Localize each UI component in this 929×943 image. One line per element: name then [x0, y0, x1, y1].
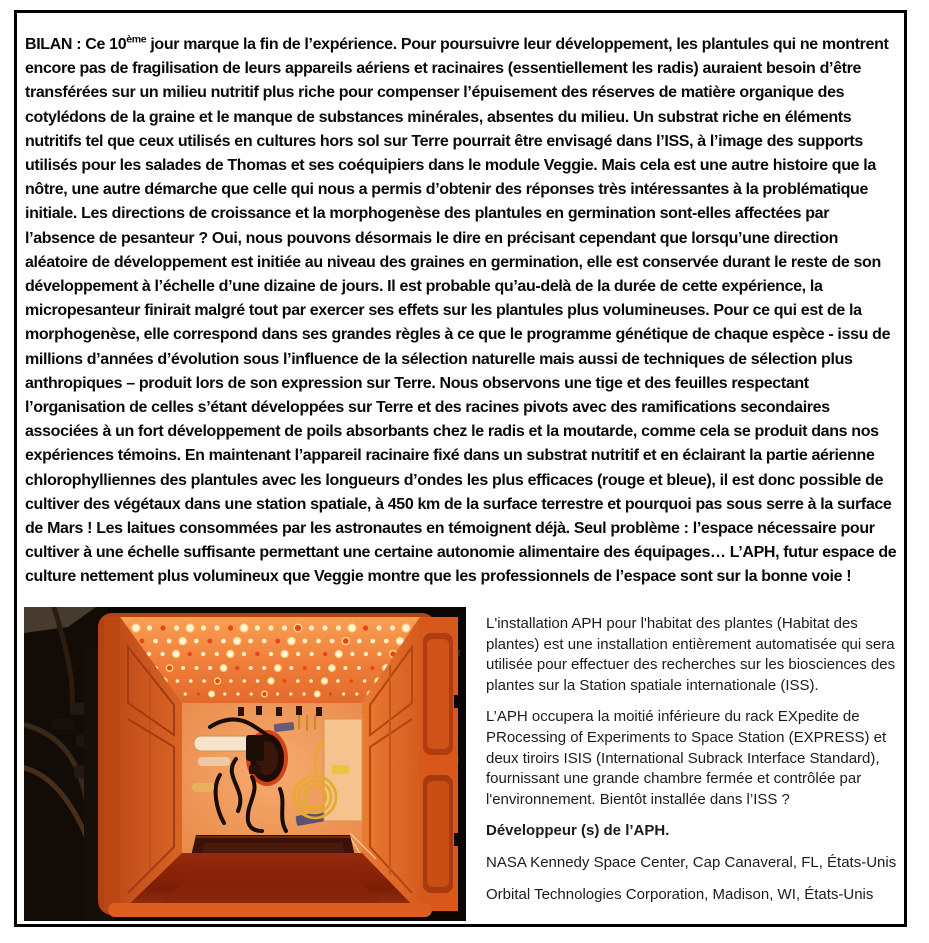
developers-heading: Développeur (s) de l’APH.	[486, 822, 670, 840]
developer-line: NASA Kennedy Space Center, Cap Canaveral, FL, États-Unis	[486, 853, 897, 871]
intro-superscript: ème	[126, 33, 147, 46]
developer-line: Orbital Technologies Corporation, Madison, WI, États-Unis	[486, 885, 874, 903]
intro-text-body: jour marque la fin de l’expérience. Pour poursuivre leur développement, les plantules qui ne montrent encore pas de fragilisation de leurs appareils aériens et racinaires (essentiellement les radis) auraient besoin d’être transférées sur un milieu nutritif plus riche pour compenser l’épuisement des réserves de matière organique des cotylédons de la graine et le manque de substances minérales, absentes du milieu. Un substrat riche en éléments nutritifs tel que ceux utilisés en cultures hors sol sur Terre pourrait être envisagé dans l’ISS, à l’image des supports utilisés pour les salades de Thomas et ses coéquipiers dans le module Veggie. Mais cela est une autre histoire que la nôtre, une autre démarche que celle qui nous a permis d’obtenir des réponses très intéressantes à la problématique initiale. Les directions de croissance et la morphogenèse des plantules en germination sont-elles affectées par l’absence de pesanteur ? Oui, nous pouvons désormais le dire en précisant cependant que lorsqu’une direction aléatoire de développement est initiée au niveau des graines en germination, elle est conservée durant le reste de son développement à l’échelle d’une dizaine de jours. Il est probable qu’au-delà de la durée de cette expérience, la micropesanteur finirait malgré tout par exercer ses effets sur les plantules plus volumineuses. Pour ce qui est de la morphogenèse, elle correspond dans ses grandes règles à ce que le programme génétique de chaque espèce - issu de millions d’années d’évolution sous l’influence de la sélection naturelle mais aussi de techniques de sélection plus anthropiques – produit lors de son expression sur Terre. Nous observons une tige et des feuilles respectant l’organisation de celles s’étant développées sur Terre et des racines pivots avec des ramifications secondaires associées à un fort développement de poils absorbants chez le radis et la moutarde, comme cela se produit dans nos expériences témoins. En maintenant l’appareil racinaire fixé dans un substrat nutritif et en éclairant la partie aérienne chlorophylliennes des plantules avec les longueurs d’ondes les plus efficaces (rouge et bleue), il est donc possible de cultiver des végétaux dans une station spatiale, à 450 km de la surface terrestre et pourquoi pas sous serre à la surface de Mars ! Les laitues consommées par les astronautes en témoignent déjà. Seul problème : l’espace nécessaire pour cultiver à une échelle suffisante permettant une certaine autonomie alimentaire des équipages… L’APH, futur espace de culture nettement plus volumineux que Veggie montre que les professionnels de l’espace sont sur la bonne voie !	[25, 36, 897, 586]
aph-paragraph-1: L'installation APH pour l'habitat des plantes (Habitat des plantes) est une installation entièrement automatisée qui sera utilisée pour effectuer des recherches sur les biosciences des plantes sur la Station spatiale internationale (ISS).	[486, 615, 896, 694]
aph-photo	[24, 607, 466, 921]
aph-chamber	[98, 613, 466, 917]
aph-paragraph-2: L’APH occupera la moitié inférieure du rack EXpedite de PRocessing of Experiments to Space Station (EXPRESS) et deux tiroirs ISIS (International Subrack Interface Standard), fournissant une grande chambre fermée et contrôlée par l'environnement. Bientôt installée dans l’ISS ?	[486, 708, 887, 808]
chamber-front-sill	[108, 903, 432, 917]
document-frame	[14, 10, 907, 927]
aph-description	[486, 614, 907, 916]
intro-paragraph	[25, 33, 899, 590]
intro-text-prefix: BILAN : Ce 10	[25, 36, 127, 53]
aph-photo-figure	[24, 607, 466, 921]
